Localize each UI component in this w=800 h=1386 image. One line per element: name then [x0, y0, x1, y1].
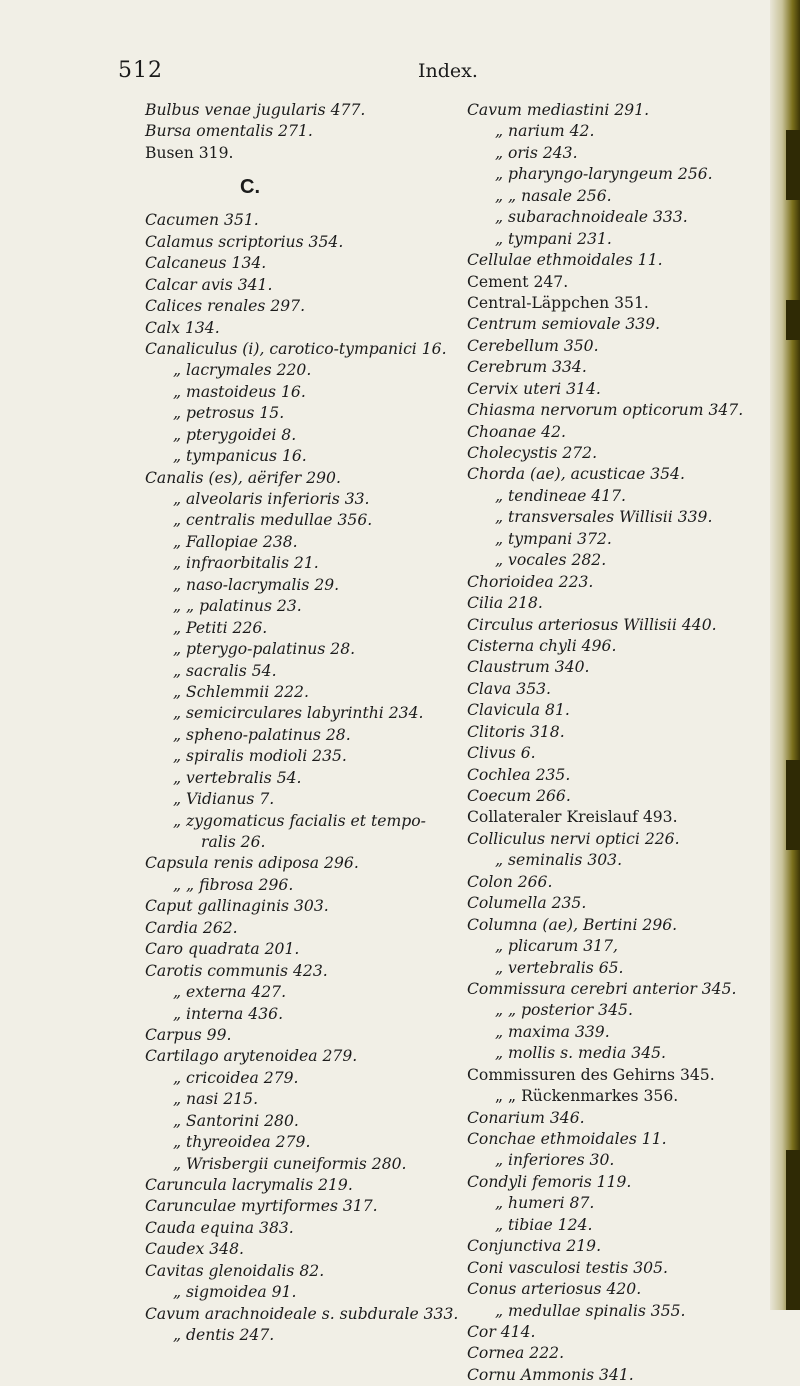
- index-entry: „ pterygo-palatinus 28.: [173, 640, 356, 659]
- index-entry: Cor 414.: [467, 1322, 536, 1341]
- index-entry: „ narium 42.: [495, 122, 595, 141]
- index-entry: Conchae ethmoidales 11.: [467, 1130, 667, 1148]
- index-entry: „ „ Rückenmarkes 356.: [495, 1087, 679, 1106]
- index-entry: „ semicirculares labyrinthi 234.: [173, 704, 424, 723]
- index-entry: „ spiralis modioli 235.: [173, 747, 347, 766]
- index-entry: Circulus arteriosus Willisii 440.: [467, 615, 717, 634]
- index-entry: „ vocales 282.: [495, 551, 607, 570]
- index-entry: Calices renales 297.: [145, 297, 306, 316]
- index-entry: Columella 235.: [467, 894, 587, 913]
- page-edge-tab: [786, 760, 800, 850]
- index-entry: Central-Läppchen 351.: [467, 293, 649, 312]
- index-entry: Calcar avis 341.: [145, 275, 273, 294]
- index-entry: Calcaneus 134.: [145, 254, 267, 273]
- index-entry: „ thyreoidea 279.: [173, 1133, 311, 1152]
- index-entry: ralis 26.: [201, 833, 266, 851]
- index-entry: „ maxima 339.: [495, 1022, 610, 1041]
- index-entry: Condyli femoris 119.: [467, 1172, 632, 1191]
- running-head: Index.: [418, 60, 478, 82]
- page-edge-tab: [786, 130, 800, 200]
- index-entry: Carotis communis 423.: [145, 961, 328, 980]
- index-entry: „ „ posterior 345.: [495, 1001, 633, 1020]
- index-entry: „ lacrymales 220.: [173, 361, 312, 380]
- index-entry: Cholecystis 272.: [467, 444, 598, 462]
- index-entry: Centrum semiovale 339.: [467, 315, 661, 334]
- index-entry: „ seminalis 303.: [495, 851, 623, 870]
- page-number: 512: [118, 58, 163, 83]
- index-entry: Chiasma nervorum opticorum 347.: [467, 401, 744, 420]
- index-entry: Cisterna chyli 496.: [467, 636, 617, 655]
- index-entry: „ pterygoidei 8.: [173, 425, 297, 444]
- index-entry: Calx 134.: [145, 318, 220, 337]
- index-entry: „ inferiores 30.: [495, 1151, 615, 1170]
- section-letter: C.: [240, 176, 260, 199]
- index-entry: „ alveolaris inferioris 33.: [173, 490, 370, 508]
- index-entry: Conjunctiva 219.: [467, 1237, 602, 1256]
- index-entry: Caruncula lacrymalis 219.: [145, 1176, 353, 1194]
- index-entry: Claustrum 340.: [467, 658, 590, 677]
- index-entry: „ subarachnoideale 333.: [495, 208, 688, 227]
- index-entry: Cavum arachnoideale s. subdurale 333.: [145, 1304, 459, 1323]
- index-entry: Cornea 222.: [467, 1344, 565, 1363]
- index-entry: „ tympani 231.: [495, 229, 612, 248]
- index-entry: „ interna 436.: [173, 1004, 284, 1023]
- index-entry: „ Vidianus 7.: [173, 790, 275, 809]
- index-entry: „ oris 243.: [495, 143, 578, 162]
- book-edge: [770, 0, 800, 1310]
- index-entry: Cacumen 351.: [145, 211, 259, 230]
- index-entry: „ petrosus 15.: [173, 404, 285, 423]
- index-entry: „ humeri 87.: [495, 1194, 595, 1213]
- index-entry: „ vertebralis 65.: [495, 958, 624, 977]
- index-entry: „ Wrisbergii cuneiformis 280.: [173, 1154, 407, 1173]
- index-entry: Choanae 42.: [467, 422, 566, 441]
- index-entry: Commissura cerebri anterior 345.: [467, 979, 737, 998]
- index-entry: Collateraler Kreislauf 493.: [467, 808, 678, 827]
- index-entry: „ „ palatinus 23.: [173, 597, 302, 616]
- index-entry: „ tibiae 124.: [495, 1215, 593, 1234]
- index-entry: „ tendineae 417.: [495, 486, 627, 505]
- index-entry: „ externa 427.: [173, 983, 287, 1002]
- page-edge-tab: [786, 1150, 800, 1310]
- index-entry: Canaliculus (i), carotico-tympanici 16.: [145, 339, 447, 358]
- index-entry: Cochlea 235.: [467, 765, 571, 784]
- index-entry: „ transversales Willisii 339.: [495, 508, 713, 527]
- index-entry: „ vertebralis 54.: [173, 768, 302, 787]
- index-entry: Coni vasculosi testis 305.: [467, 1258, 668, 1277]
- index-entry: „ Schlemmii 222.: [173, 682, 309, 701]
- index-entry: Cavum mediastini 291.: [467, 101, 650, 119]
- index-entry: „ infraorbitalis 21.: [173, 554, 319, 573]
- index-entry: Conarium 346.: [467, 1108, 585, 1127]
- index-entry: Chorda (ae), acusticae 354.: [467, 465, 685, 484]
- index-entry: Capsula renis adiposa 296.: [145, 854, 359, 873]
- index-entry: „ pharyngo-laryngeum 256.: [495, 165, 713, 184]
- index-entry: Cervix uteri 314.: [467, 379, 601, 398]
- index-entry: „ spheno-palatinus 28.: [173, 725, 351, 744]
- index-entry: „ „ nasale 256.: [495, 186, 612, 205]
- index-entry: Cerebrum 334.: [467, 358, 587, 377]
- index-entry: „ centralis medullae 356.: [173, 511, 373, 530]
- index-entry: Commissuren des Gehirns 345.: [467, 1065, 715, 1084]
- index-entry: „ tympanicus 16.: [173, 447, 307, 466]
- index-entry: „ dentis 247.: [173, 1326, 275, 1345]
- index-entry: „ naso-lacrymalis 29.: [173, 575, 340, 594]
- index-entry: Caro quadrata 201.: [145, 940, 300, 959]
- index-entry: Clava 353.: [467, 679, 551, 698]
- index-entry: Cartilago arytenoidea 279.: [145, 1047, 358, 1066]
- index-entry: Cerebellum 350.: [467, 336, 599, 355]
- index-entry: Cavitas glenoidalis 82.: [145, 1261, 325, 1280]
- index-entry: Caudex 348.: [145, 1240, 244, 1259]
- index-entry: Coecum 266.: [467, 787, 571, 805]
- index-entry: „ sacralis 54.: [173, 661, 277, 680]
- index-entry: „ mollis s. media 345.: [495, 1044, 667, 1063]
- index-entry: „ medullae spinalis 355.: [495, 1301, 686, 1320]
- index-entry: Cilia 218.: [467, 594, 543, 613]
- index-entry: „ Santorini 280.: [173, 1111, 299, 1130]
- index-entry: „ zygomaticus facialis et tempo-: [173, 811, 426, 830]
- index-entry: Conus arteriosus 420.: [467, 1280, 642, 1299]
- index-entry: Cauda equina 383.: [145, 1218, 294, 1237]
- index-entry: „ mastoideus 16.: [173, 382, 306, 401]
- index-entry: Cellulae ethmoidales 11.: [467, 251, 663, 270]
- index-entry: Cardia 262.: [145, 918, 238, 937]
- index-entry: Clitoris 318.: [467, 722, 565, 741]
- index-entry: Cement 247.: [467, 272, 569, 291]
- index-entry: Carunculae myrtiformes 317.: [145, 1197, 378, 1216]
- index-entry: Cornu Ammonis 341.: [467, 1365, 634, 1384]
- index-entry: Clavicula 81.: [467, 701, 570, 720]
- index-column-left: [145, 100, 458, 1347]
- index-entry: Bulbus venae jugularis 477.: [145, 101, 366, 119]
- index-entry: Carpus 99.: [145, 1025, 232, 1044]
- index-entry: Clivus 6.: [467, 744, 536, 763]
- page-edge-tab: [786, 300, 800, 340]
- index-entry: Columna (ae), Bertini 296.: [467, 915, 678, 934]
- index-entry: „ „ fibrosa 296.: [173, 875, 294, 894]
- index-entry: „ Petiti 226.: [173, 618, 268, 637]
- index-entry: Chorioidea 223.: [467, 572, 594, 591]
- index-entry: „ plicarum 317,: [495, 937, 618, 956]
- index-entry: „ Fallopiae 238.: [173, 532, 298, 551]
- index-entry: Calamus scriptorius 354.: [145, 232, 344, 251]
- index-entry: Caput gallinaginis 303.: [145, 897, 329, 916]
- index-column-right: [467, 100, 743, 1386]
- index-entry: Canalis (es), aërifer 290.: [145, 468, 341, 487]
- index-entry: „ cricoidea 279.: [173, 1068, 299, 1087]
- index-entry: „ sigmoidea 91.: [173, 1283, 297, 1302]
- index-entry: Busen 319.: [145, 143, 234, 162]
- index-entry: Colliculus nervi optici 226.: [467, 829, 680, 848]
- index-entry: „ tympani 372.: [495, 529, 612, 548]
- index-entry: Bursa omentalis 271.: [145, 122, 313, 141]
- index-entry: Colon 266.: [467, 872, 553, 891]
- index-entry: „ nasi 215.: [173, 1090, 259, 1109]
